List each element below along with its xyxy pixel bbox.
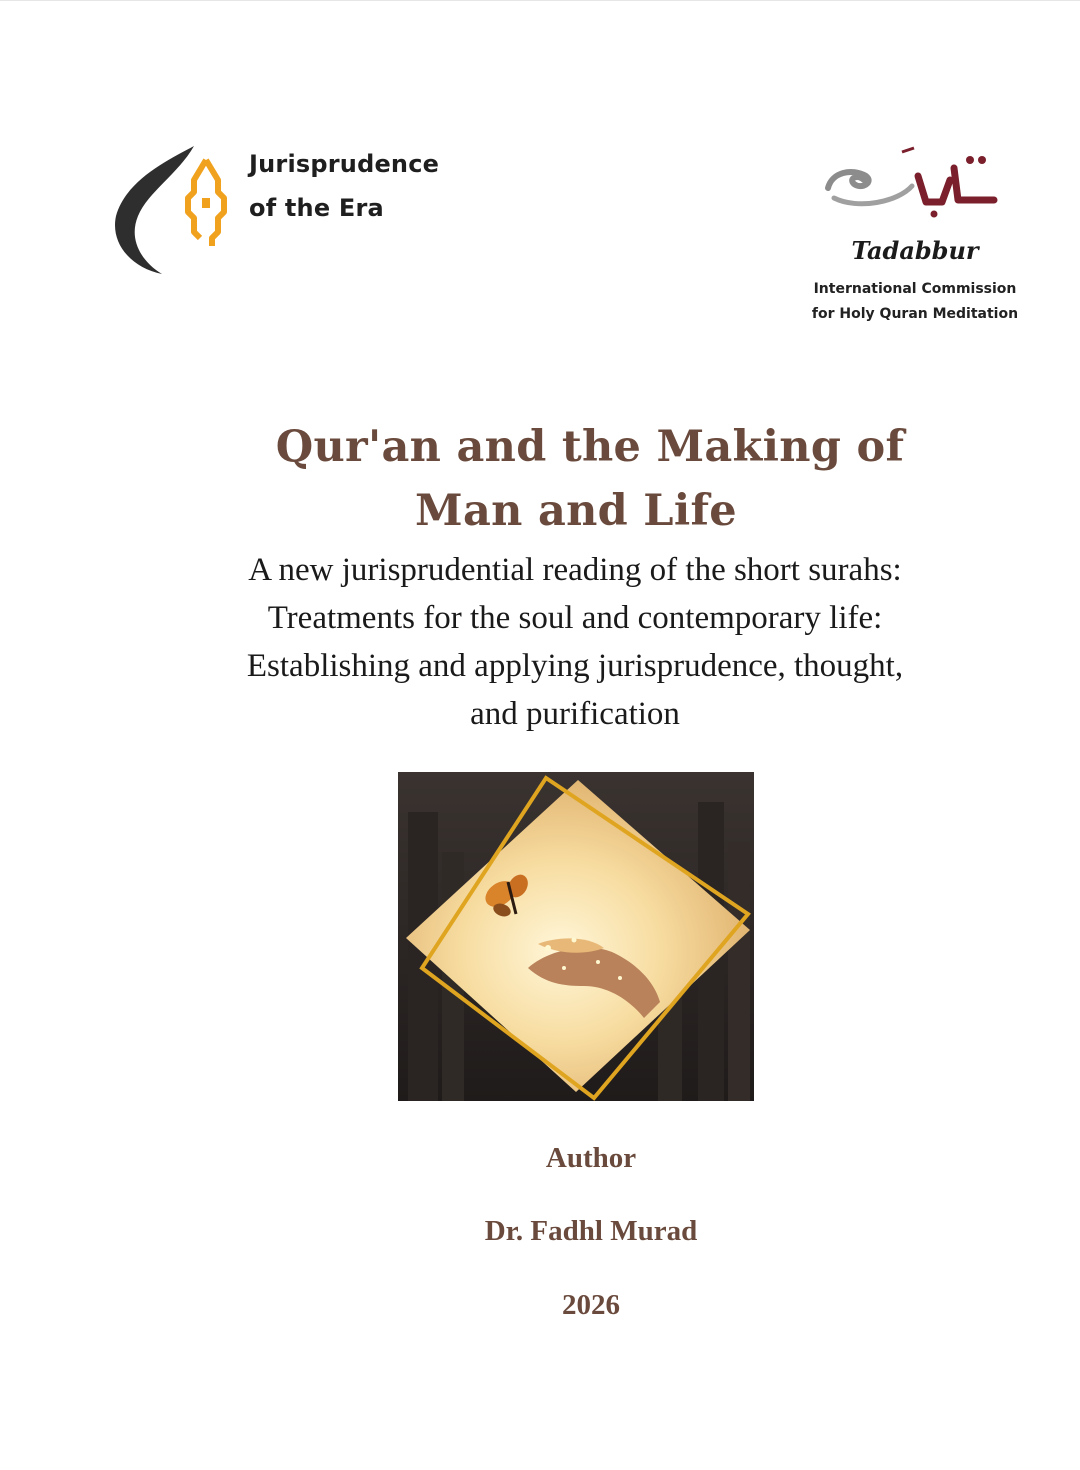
left-logo-line1: Jurisprudence (249, 150, 440, 178)
book-title-line2: Man and Life (415, 486, 737, 536)
jurisprudence-era-logo (108, 140, 448, 280)
tadabbur-subtitle-line2: for Holy Quran Meditation (811, 306, 1019, 322)
subtitle-line: and purification (470, 696, 680, 732)
book-title-line1: Qur'an and the Making of (275, 422, 905, 472)
publication-year: 2026 (562, 1289, 620, 1321)
subtitle-line: Establishing and applying jurisprudence, thought, (246, 648, 904, 684)
tadabbur-brand-name: Tadabbur (851, 236, 979, 265)
author-label: Author (545, 1142, 637, 1174)
book-subtitle (170, 546, 980, 738)
cover-image (398, 772, 754, 1101)
subtitle-line: A new jurisprudential reading of the short surahs: (248, 552, 902, 588)
author-name: Dr. Fadhl Murad (484, 1215, 698, 1247)
tadabbur-calligraphy-logo-icon (818, 138, 1018, 218)
butterfly-hands-cover-image (398, 772, 754, 1101)
tadabbur-logo (800, 138, 1030, 338)
tadabbur-subtitle-line1: International Commission (813, 281, 1017, 297)
left-logo-line2: of the Era (249, 194, 384, 222)
page-top-edge (0, 0, 1080, 1)
subtitle-line: Treatments for the soul and contemporary life: (267, 600, 883, 636)
minaret-crescent-logo-icon (108, 140, 238, 280)
